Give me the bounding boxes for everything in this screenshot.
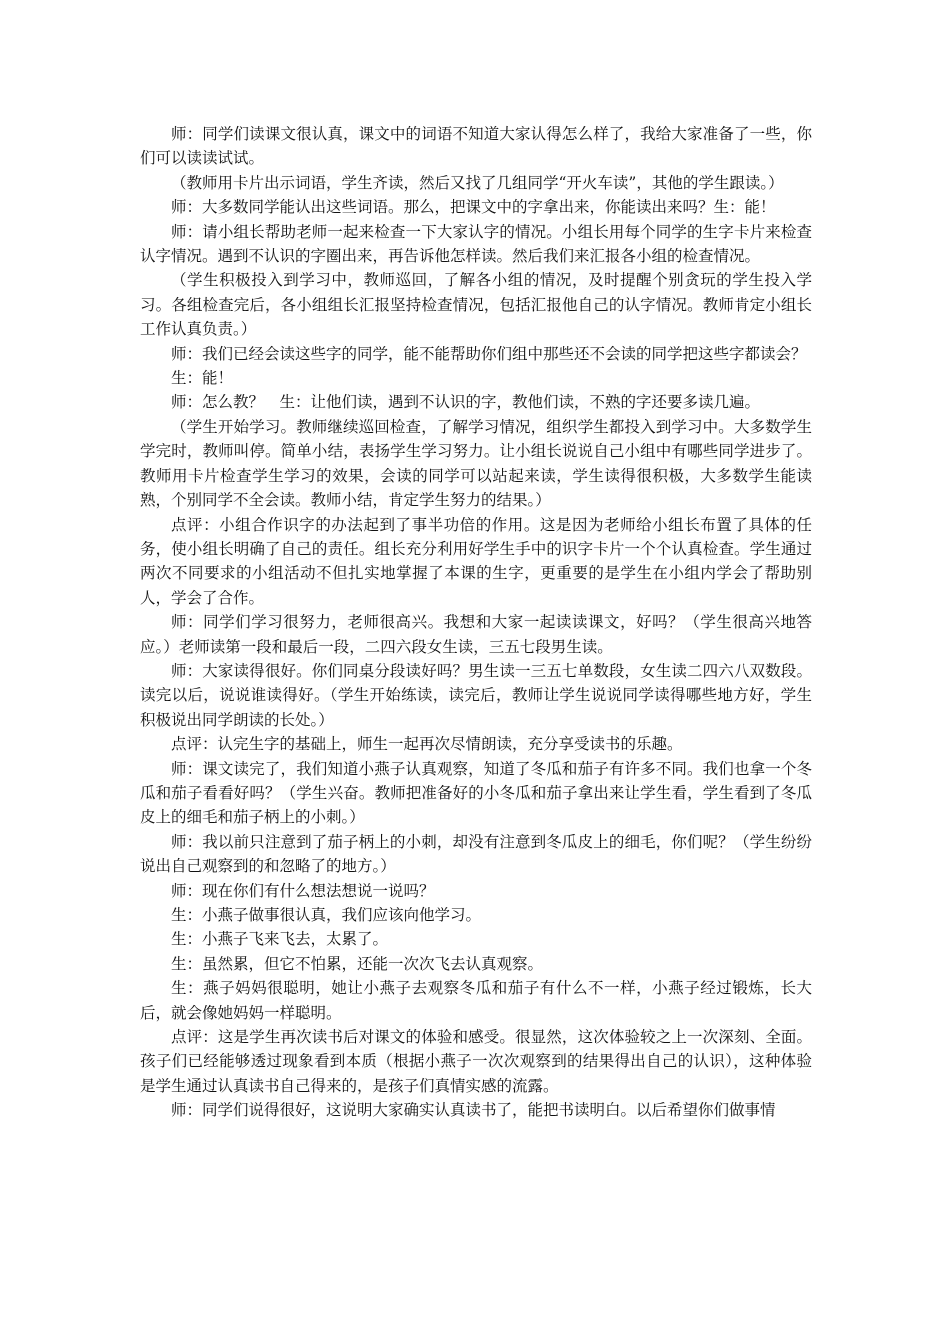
paragraph-15: 师：我以前只注意到了茄子柄上的小刺，却没有注意到冬瓜皮上的细毛，你们呢？（学生纷纷说出自己观察到的和忽略了的地方。） [140,832,812,876]
paragraph-20: 生：燕子妈妈很聪明，她让小燕子去观察冬瓜和茄子有什么不一样，小燕子经过锻炼，长大后，就会像她妈妈一样聪明。 [140,979,812,1022]
document-page [140,122,812,1123]
paragraph-3: 师：大多数同学能认出这些词语。那么，把课文中的字拿出来，你能读出来吗？生：能！ [171,198,776,217]
paragraph-14: 师：课文读完了，我们知道小燕子认真观察，知道了冬瓜和茄子有许多不同。我们也拿一个冬瓜和茄子看看好吗？（学生兴奋。教师把准备好的小冬瓜和茄子拿出来让学生看，学生看到了冬瓜皮上的细毛和茄子柄上的小刺。） [140,759,812,827]
paragraph-4: 师：请小组长帮助老师一起来检查一下大家认字的情况。小组长用每个同学的生字卡片来检查认字情况。遇到不认识的字圈出来，再告诉他怎样读。然后我们来汇报各小组的检查情况。 [140,222,812,266]
paragraph-21: 点评：这是学生再次读书后对课文的体验和感受。很显然，这次体验较之上一次深刻、全面。孩子们已经能够透过现象看到本质（根据小燕子一次次观察到的结果得出自己的认识），这种体验是学生通过认真读书自己得来的，是孩子们真情实感的流露。 [140,1028,812,1095]
paragraph-12: 师：大家读得很好。你们同桌分段读好吗？男生读一三五七单数段，女生读二四六八双数段。读完以后，说说谁读得好。（学生开始练读，读完后，教师让学生说说同学读得哪些地方好，学生积极说出同学朗读的长处。） [140,661,812,729]
paragraph-16: 师：现在你们有什么想法想说一说吗？ [171,881,435,900]
paragraph-7: 生：能！ [171,369,234,388]
paragraph-5: （学生积极投入到学习中，教师巡回，了解各小组的情况，及时提醒个别贪玩的学生投入学习。各组检查完后，各小组组长汇报坚持检查情况，包括汇报他自己的认字情况。教师肯定小组长工作认真负责。） [140,271,812,339]
paragraph-1: 师：同学们读课文很认真，课文中的词语不知道大家认得怎么样了，我给大家准备了一些，你们可以读读试试。 [140,125,812,168]
paragraph-8: 师：怎么教？ 生：让他们读，遇到不认识的字，教他们读，不熟的字还要多读几遍。 [171,393,761,412]
paragraph-19: 生：虽然累，但它不怕累，还能一次次飞去认真观察。 [171,954,544,973]
paragraph-11: 师：同学们学习很努力，老师很高兴。我想和大家一起读读课文，好吗？（学生很高兴地答应。）老师读第一段和最后一段，二四六段女生读，三五七段男生读。 [140,613,812,656]
paragraph-2: （教师用卡片出示词语，学生齐读，然后又找了几组同学“开火车读”，其他的学生跟读。） [171,173,784,192]
paragraph-6: 师：我们已经会读这些字的同学，能不能帮助你们组中那些还不会读的同学把这些字都读会？ [171,344,807,363]
paragraph-18: 生：小燕子飞来飞去，太累了。 [171,930,389,949]
paragraph-17: 生：小燕子做事很认真，我们应该向他学习。 [171,906,482,924]
paragraph-10: 点评：小组合作识字的办法起到了事半功倍的作用。这是因为老师给小组长布置了具体的任务，使小组长明确了自己的责任。组长充分利用好学生手中的识字卡片一个个认真检查。学生通过两次不同要求的小组活动不但扎实地掌握了本课的生字，更重要的是学生在小组内学会了帮助别人，学会了合作。 [140,515,812,607]
paragraph-13: 点评：认完生字的基础上，师生一起再次尽情朗读，充分享受读书的乐趣。 [171,735,683,754]
paragraph-9: （学生开始学习。教师继续巡回检查，了解学习情况，组织学生都投入到学习中。大多数学生学完时，教师叫停。简单小结，表扬学生学习努力。让小组长说说自己小组中有哪些同学进步了。教师用卡片检查学生学习的效果，会读的同学可以站起来读，学生读得很积极，大多数学生能读熟，个别同学不全会读。教师小结，肯定学生努力的结果。） [140,417,812,510]
paragraph-22: 师：同学们说得很好，这说明大家确实认真读书了，能把书读明白。以后希望你们做事情 [171,1101,776,1120]
